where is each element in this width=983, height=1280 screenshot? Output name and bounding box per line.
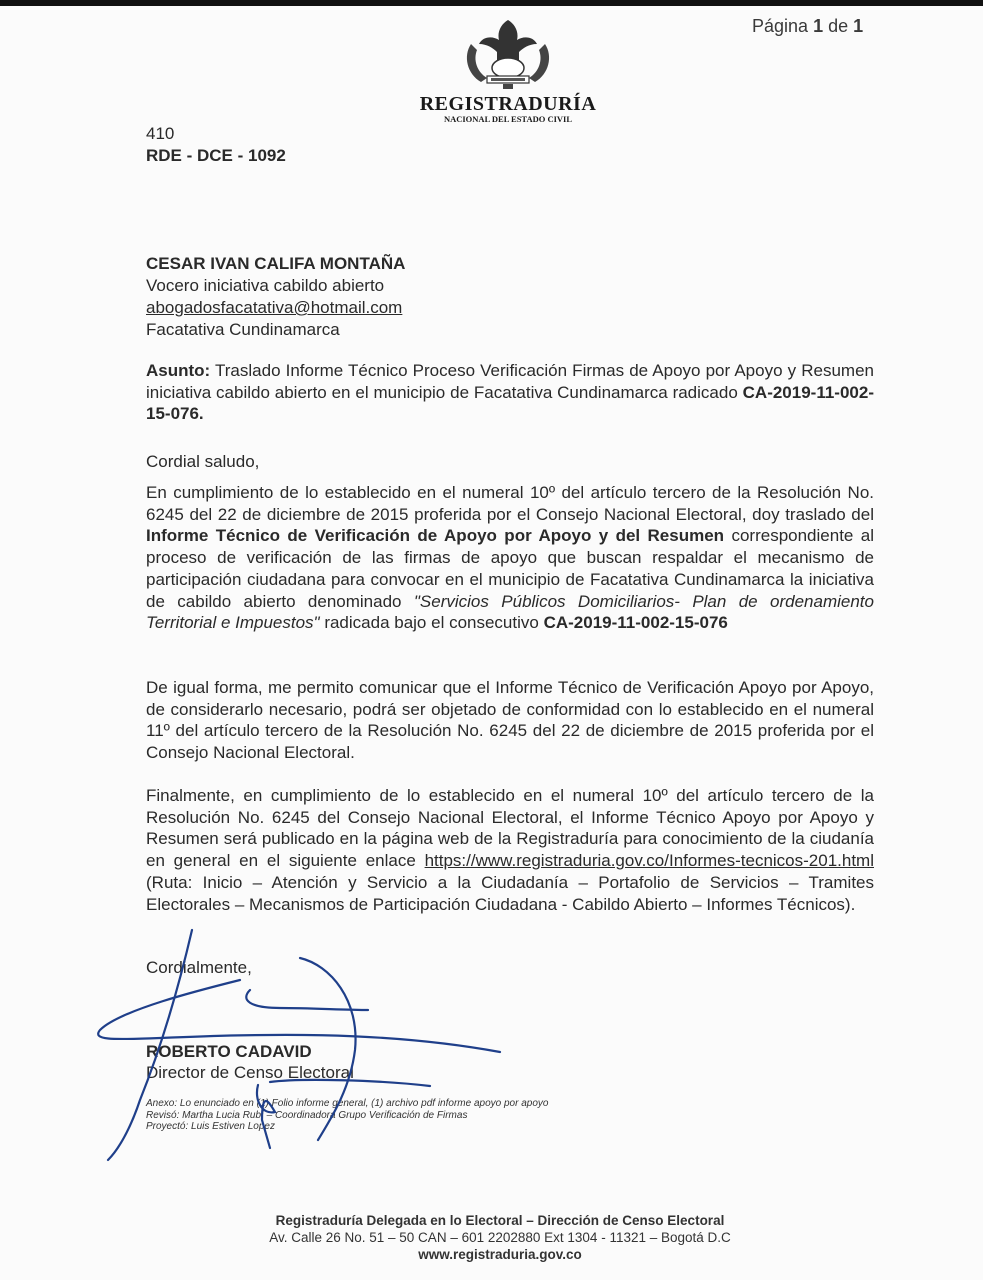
page-label: Página: [752, 16, 809, 36]
page-of: de: [828, 16, 849, 36]
subject-label: Asunto:: [146, 361, 211, 380]
recipient-block: [146, 253, 405, 341]
p1-text-3: radicada bajo el consecutivo: [319, 613, 544, 633]
document-number: RDE - DCE - 1092: [146, 146, 286, 165]
p1-bold-1: Informe Técnico de Verificación de Apoyo por Apoyo y del Resumen: [146, 526, 725, 546]
subject-text: Traslado Informe Técnico Proceso Verificación Firmas de Apoyo por Apoyo y Resumen iniciativa cabildo abierto en el municipio de Facatativa Cundinamarca radicado: [146, 361, 874, 402]
body-paragraph-3: [146, 785, 874, 915]
p3-text-2: (Ruta: Inicio – Atención y Servicio a la Ciudadanía – Portafolio de Servicios – Tramites Electorales – Mecanismos de Participación Ciudadana - Cabildo Abierto – Informes Técnicos).: [146, 872, 874, 914]
top-border: [0, 0, 983, 6]
recipient-email-link[interactable]: abogadosfacatativa@hotmail.com: [146, 298, 403, 317]
p1-text-1: En cumplimiento de lo establecido en el numeral 10º del artículo tercero de la Resolución No. 6245 del 22 de diciembre de 2015 proferida por el Consejo Nacional Electoral, doy traslado del: [146, 483, 874, 524]
subject-code: CA-2019-11-002-15-076.: [146, 382, 874, 424]
recipient-name: CESAR IVAN CALIFA MONTAÑA: [146, 254, 406, 273]
annex-line: Anexo: Lo enunciado en (1) Folio informe general, (1) archivo pdf informe apoyo por apoyo: [146, 1098, 549, 1109]
body-paragraph-2: De igual forma, me permito comunicar que el Informe Técnico de Verificación Apoyo por Apoyo, de considerarlo necesario, podrá ser objetado de conformidad con lo establecido en el numeral 11º del artículo tercero de la Resolución No. 6245 del 22 de diciembre de 2015 proferida por el Consejo Nacional Electoral.: [146, 678, 874, 763]
informes-tecnicos-link[interactable]: https://www.registraduria.gov.co/Informes-tecnicos-201.html: [424, 851, 874, 871]
reviewed-by-line: Revisó: Martha Lucia Rubí – Coordinadora Grupo Verificación de Firmas: [146, 1109, 468, 1121]
recipient-role: Vocero iniciativa cabildo abierto: [146, 276, 385, 295]
reference-code: 410: [146, 124, 175, 143]
page-total: 1: [853, 16, 864, 36]
registraduria-logo: [418, 14, 598, 124]
footer: [200, 1212, 800, 1263]
signer-name: ROBERTO CADAVID: [146, 1042, 312, 1061]
logo-subtitle: NACIONAL DEL ESTADO CIVIL: [443, 114, 573, 124]
recipient-location: Facatativa Cundinamarca: [146, 320, 340, 339]
signer-title: Director de Censo Electoral: [146, 1063, 354, 1082]
p1-text-2: correspondiente al proceso de verificación de las firmas de apoyo que buscan respaldar el mecanismo de participación ciudadana para convocar en el municipio de Facatativa Cundinamarca la iniciativa de cabildo abierto denominado: [146, 526, 874, 611]
greeting: Cordial saludo,: [146, 452, 260, 471]
page-current: 1: [813, 16, 824, 36]
closing: Cordialmente,: [146, 958, 252, 977]
page-number: [752, 16, 863, 37]
p3-text-1: Finalmente, en cumplimiento de lo establecido en el numeral 10º del artículo tercero de la Resolución No. 6245 del Consejo Nacional Electoral, el Informe Técnico Apoyo por Apoyo y Resumen será publicado en la página web de la Registraduría para conocimiento de la ciudanía en general en el siguiente enlace: [146, 786, 874, 871]
footer-website-link[interactable]: www.registraduria.gov.co: [418, 1247, 582, 1262]
p1-italic-title: "Servicios Públicos Domiciliarios- Plan de ordenamiento Territorial e Impuestos": [146, 591, 874, 633]
coat-of-arms-icon: [453, 14, 563, 92]
signer-block: [146, 1041, 354, 1083]
prepared-by-line: Proyectó: Luis Estiven Lopez: [146, 1121, 275, 1132]
p1-bold-code: CA-2019-11-002-15-076: [543, 613, 728, 633]
body-paragraph-1: [146, 482, 874, 634]
footer-address: Av. Calle 26 No. 51 – 50 CAN – 601 2202880 Ext 1304 - 11321 – Bogotá D.C: [269, 1230, 731, 1245]
footer-office: Registraduría Delegada en lo Electoral – Dirección de Censo Electoral: [275, 1213, 725, 1228]
subject-paragraph: [146, 360, 874, 425]
logo-title: REGISTRADURÍA: [419, 93, 597, 115]
annex-block: [146, 1098, 548, 1133]
